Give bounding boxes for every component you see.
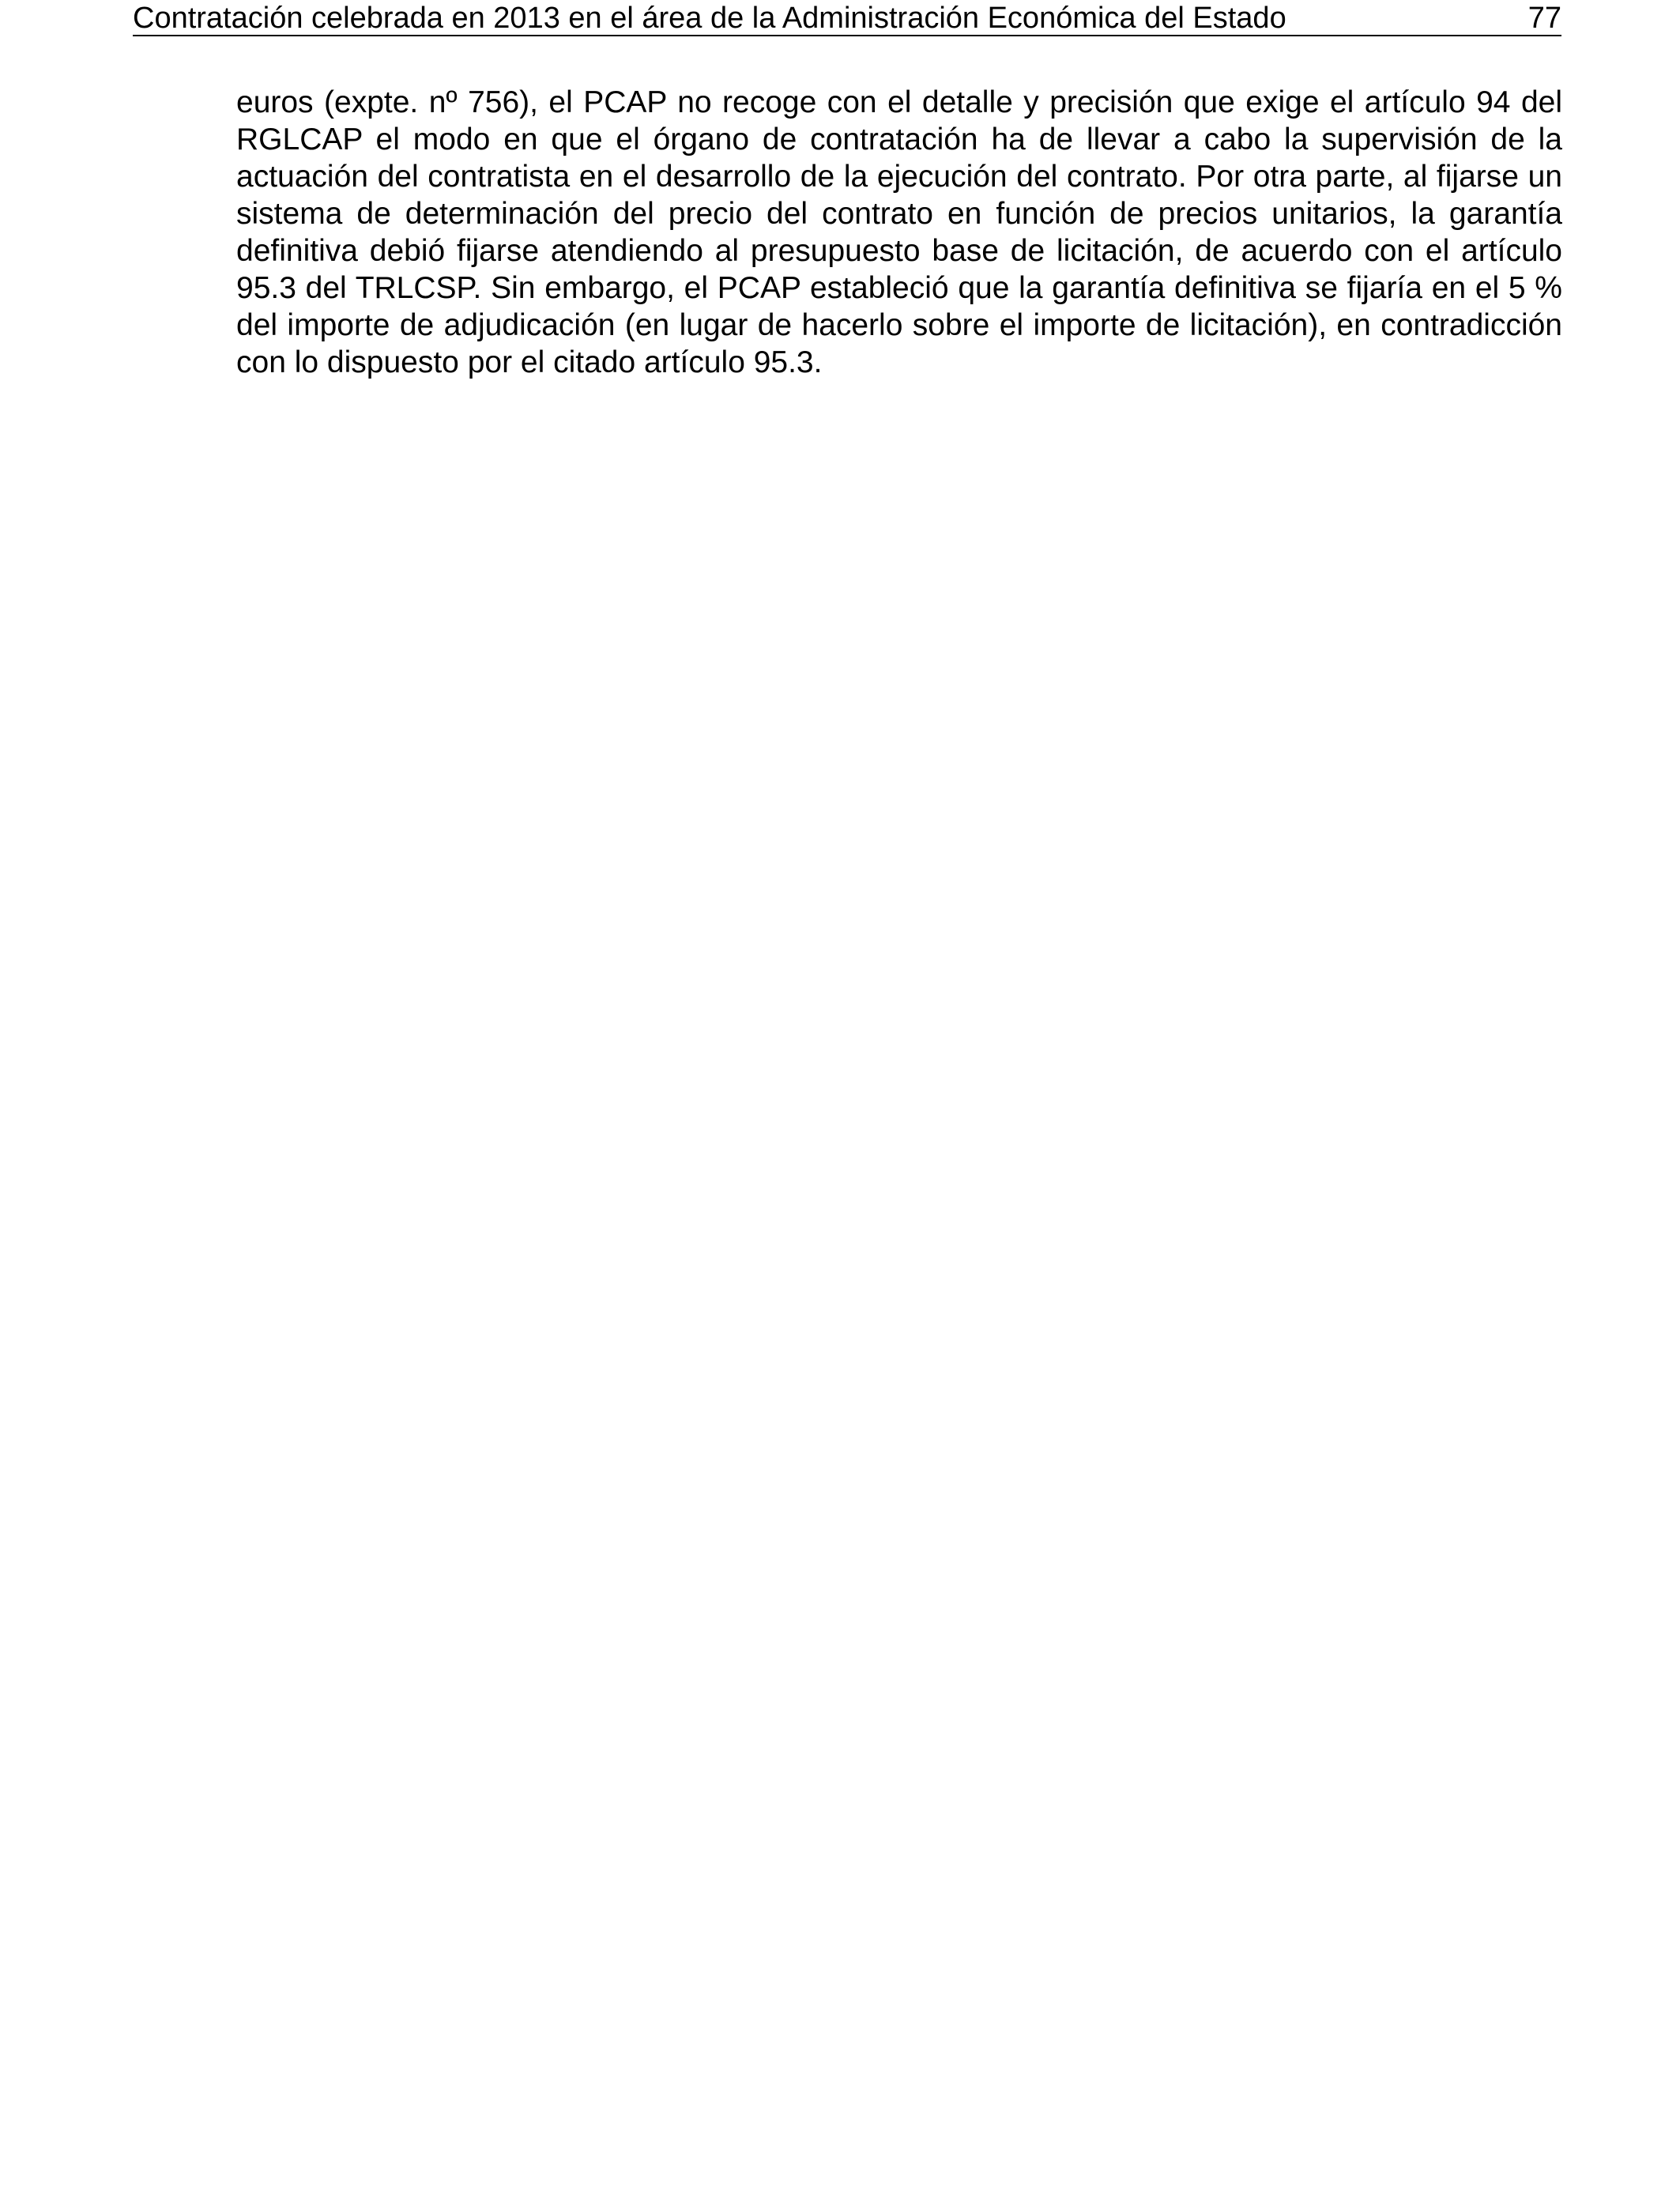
page-number: 77	[1527, 2, 1561, 35]
header-title: Contratación celebrada en 2013 en el área de la Administración Económica del Estado	[133, 2, 1286, 35]
body-paragraph: euros (expte. nº 756), el PCAP no recoge con el detalle y precisión que exige el artículo 94 del RGLCAP el modo en que el órgano de contratación ha de llevar a cabo la supervisión de la actuación del contratista en el desarrollo de la ejecución del contrato. Por otra parte, al fijarse un sistema de determinación del precio del contrato en función de precios unitarios, la garantía definitiva debió fijarse atendiendo al presupuesto base de licitación, de acuerdo con el artículo 95.3 del TRLCSP. Sin embargo, el PCAP estableció que la garantía definitiva se fijaría en el 5 % del importe de adjudicación (en lugar de hacerlo sobre el importe de licitación), en contradicción con lo dispuesto por el citado artículo 95.3.	[236, 85, 1562, 379]
body-text	[236, 84, 1562, 381]
page-header	[133, 0, 1561, 36]
